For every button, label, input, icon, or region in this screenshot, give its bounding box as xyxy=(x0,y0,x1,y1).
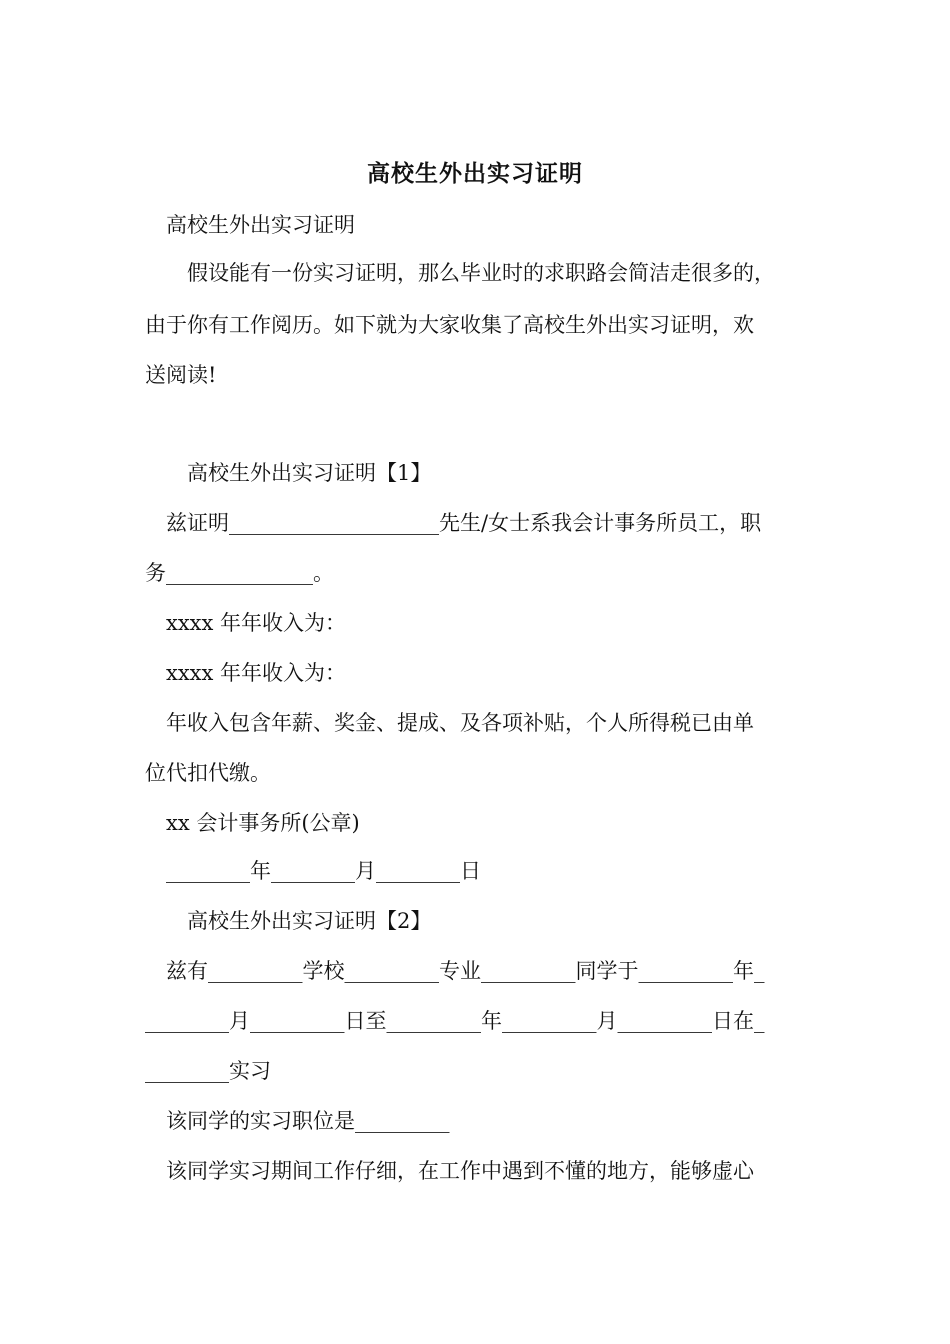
body-line: xx 会计事务所(公章) xyxy=(145,811,360,835)
body-line: ________实习 xyxy=(145,1059,271,1083)
body-line: 该同学的实习职位是_________ xyxy=(145,1109,450,1133)
body-line: 兹有_________学校_________专业_________同学于_________年_ xyxy=(145,959,765,983)
document-title: 高校生外出实习证明 xyxy=(367,160,583,187)
body-line: 位代扣代缴。 xyxy=(145,761,271,785)
date-line: ________年________月________日 xyxy=(145,859,481,883)
body-line: xxxx 年年收入为： xyxy=(145,661,347,685)
body-line: 务______________。 xyxy=(145,561,334,585)
section-heading-2: 高校生外出实习证明【2】 xyxy=(145,909,432,933)
intro-line-1: 假设能有一份实习证明，那么毕业时的求职路会简洁走很多的， xyxy=(145,261,775,285)
body-line: 该同学实习期间工作仔细，在工作中遇到不懂的地方，能够虚心 xyxy=(145,1159,754,1183)
intro-line-2: 由于你有工作阅历。如下就为大家收集了高校生外出实习证明，欢 xyxy=(145,313,754,337)
intro-line-3: 送阅读! xyxy=(145,363,217,387)
body-line: xxxx 年年收入为： xyxy=(145,611,347,635)
body-line: 年收入包含年薪、奖金、提成、及各项补贴，个人所得税已由单 xyxy=(145,711,754,735)
section-heading-1: 高校生外出实习证明【1】 xyxy=(145,461,432,485)
subtitle-line: 高校生外出实习证明 xyxy=(145,213,355,237)
body-line: ________月_________日至_________年_________月_________日在_ xyxy=(145,1009,765,1033)
body-line: 兹证明____________________先生/女士系我会计事务所员工，职 xyxy=(145,511,762,535)
